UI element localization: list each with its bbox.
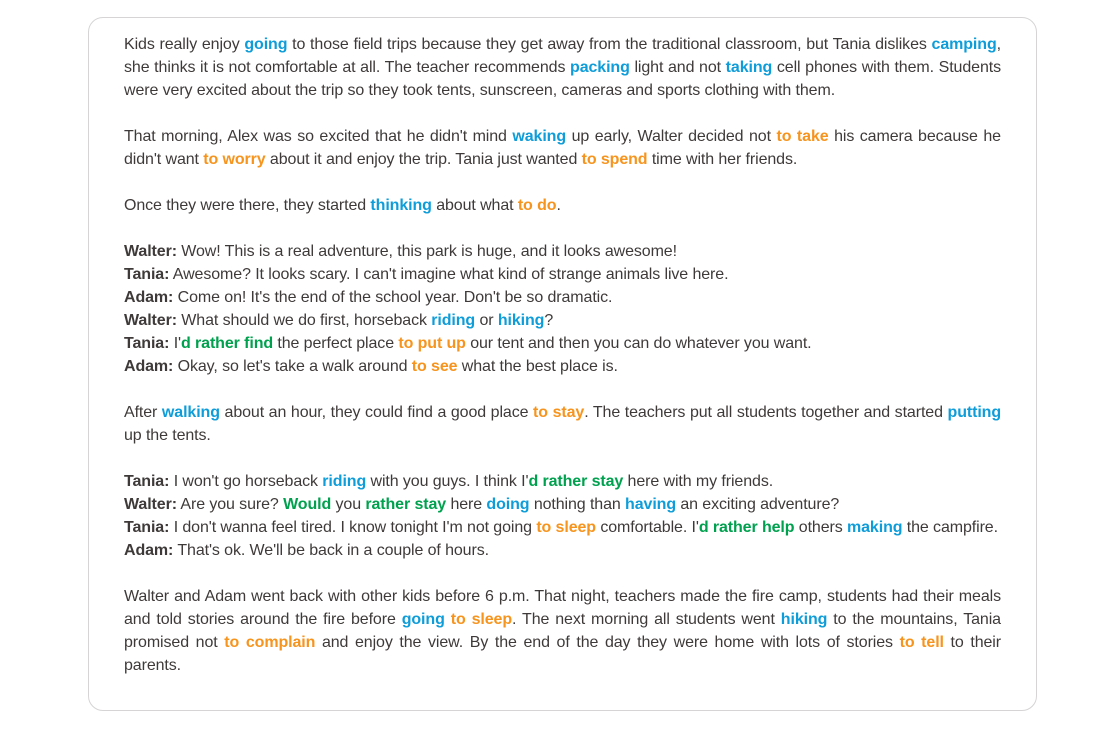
text-run: up the tents. — [124, 427, 211, 444]
highlight-orange: to tell — [899, 634, 944, 651]
text-run: about an hour, they could find a good place — [219, 404, 534, 421]
text-run: an exciting adventure? — [676, 496, 840, 513]
speaker-label: Adam: — [124, 289, 174, 306]
highlight-blue: going — [244, 36, 288, 53]
highlight-green: d rather stay — [528, 473, 624, 490]
text-run: After — [124, 404, 162, 421]
dialogue-paragraph — [124, 470, 1001, 562]
text-line — [124, 470, 1001, 493]
text-run: up early, Walter decided not — [566, 128, 777, 145]
speaker-label: Tania: — [124, 335, 170, 352]
speaker-label: Adam: — [124, 358, 174, 375]
text-line — [124, 332, 1001, 355]
prose-paragraph — [124, 33, 1001, 102]
text-run: Kids really enjoy — [124, 36, 245, 53]
text-run: Once they were there, they started — [124, 197, 371, 214]
text-run: what the best place is. — [457, 358, 618, 375]
highlight-blue: thinking — [370, 197, 432, 214]
text-line — [124, 194, 1001, 217]
reading-passage — [124, 33, 1001, 677]
highlight-blue: putting — [947, 404, 1002, 421]
text-run: to those field trips because they get away from the traditional classroom, but Tania dislikes — [287, 36, 932, 53]
text-run: I' — [169, 335, 181, 352]
text-run: here with my friends. — [623, 473, 774, 490]
highlight-blue: going — [401, 611, 445, 628]
text-run: What should we do first, horseback — [176, 312, 432, 329]
highlight-blue: camping — [931, 36, 997, 53]
highlight-blue: taking — [725, 59, 773, 76]
text-run: Wow! This is a real adventure, this park is huge, and it looks awesome! — [176, 243, 677, 260]
prose-paragraph — [124, 585, 1001, 677]
prose-paragraph — [124, 194, 1001, 217]
highlight-orange: to spend — [581, 151, 648, 168]
text-run: his camera because he didn't want — [124, 128, 1001, 168]
text-line — [124, 401, 1001, 447]
highlight-blue: riding — [322, 473, 367, 490]
highlight-blue: waking — [512, 128, 567, 145]
text-run: cell phones with them. Students were very excited about the trip so they took tents, sunscreen, cameras and sports clothing with them. — [124, 59, 1001, 99]
highlight-orange: to see — [411, 358, 458, 375]
text-line — [124, 516, 1001, 539]
highlight-orange: to take — [776, 128, 829, 145]
highlight-blue: making — [847, 519, 903, 536]
reading-card — [88, 17, 1037, 711]
text-line — [124, 125, 1001, 171]
highlight-blue: packing — [570, 59, 630, 76]
text-line — [124, 493, 1001, 516]
text-run: light and not — [629, 59, 726, 76]
text-run: Walter and Adam went back with other kids before 6 p.m. That night, teachers made the fire camp, students had their meals and told stories around the fire before — [124, 588, 1001, 628]
highlight-blue: having — [625, 496, 677, 513]
text-line — [124, 539, 1001, 562]
text-run: I won't go horseback — [169, 473, 323, 490]
highlight-blue: hiking — [780, 611, 828, 628]
highlight-orange: to sleep — [536, 519, 596, 536]
speaker-label: Walter: — [124, 312, 177, 329]
highlight-green: d rather find — [181, 335, 274, 352]
highlight-blue: doing — [486, 496, 530, 513]
highlight-orange: to stay — [533, 404, 585, 421]
text-run: to their parents. — [124, 634, 1001, 674]
highlight-blue: walking — [161, 404, 220, 421]
text-run: , she thinks it is not comfortable at all. The teacher recommends — [124, 36, 1001, 76]
prose-paragraph — [124, 125, 1001, 171]
text-run: to the mountains, Tania promised not — [124, 611, 1001, 651]
text-run: . The teachers put all students together and started — [584, 404, 948, 421]
speaker-label: Walter: — [124, 496, 177, 513]
text-line — [124, 263, 1001, 286]
text-run: Awesome? It looks scary. I can't imagine what kind of strange animals live here. — [169, 266, 729, 283]
dialogue-paragraph — [124, 240, 1001, 378]
text-line — [124, 240, 1001, 263]
text-line — [124, 309, 1001, 332]
text-line — [124, 585, 1001, 677]
text-run: Are you sure? — [176, 496, 284, 513]
speaker-label: Walter: — [124, 243, 177, 260]
text-run: That morning, Alex was so excited that he didn't mind — [124, 128, 513, 145]
prose-paragraph — [124, 401, 1001, 447]
text-run: . — [556, 197, 561, 214]
text-run: you — [331, 496, 366, 513]
text-line — [124, 286, 1001, 309]
text-run: . The next morning all students went — [512, 611, 781, 628]
highlight-green: d rather help — [698, 519, 795, 536]
speaker-label: Tania: — [124, 519, 170, 536]
text-run: I don't wanna feel tired. I know tonight I'm not going — [169, 519, 537, 536]
text-run: or — [475, 312, 498, 329]
text-run: here — [446, 496, 487, 513]
text-run: the campfire. — [902, 519, 998, 536]
highlight-orange: to worry — [203, 151, 266, 168]
text-run: Okay, so let's take a walk around — [173, 358, 412, 375]
highlight-green: Would — [283, 496, 332, 513]
text-run: time with her friends. — [647, 151, 798, 168]
speaker-label: Tania: — [124, 473, 170, 490]
highlight-orange: to sleep — [450, 611, 512, 628]
text-run: about what — [431, 197, 518, 214]
text-run: nothing than — [529, 496, 626, 513]
text-run: our tent and then you can do whatever you want. — [465, 335, 812, 352]
highlight-blue: hiking — [497, 312, 545, 329]
text-line — [124, 33, 1001, 102]
highlight-orange: to do — [517, 197, 557, 214]
speaker-label: Tania: — [124, 266, 170, 283]
text-run: about it and enjoy the trip. Tania just wanted — [265, 151, 582, 168]
highlight-orange: to put up — [398, 335, 466, 352]
text-line — [124, 355, 1001, 378]
text-run: the perfect place — [273, 335, 399, 352]
highlight-blue: riding — [431, 312, 476, 329]
speaker-label: Adam: — [124, 542, 174, 559]
text-run: others — [794, 519, 847, 536]
text-run: That's ok. We'll be back in a couple of hours. — [173, 542, 489, 559]
text-run: with you guys. I think I' — [366, 473, 529, 490]
highlight-orange: to complain — [224, 634, 316, 651]
text-run: and enjoy the view. By the end of the day they were home with lots of stories — [315, 634, 900, 651]
highlight-green: rather stay — [365, 496, 447, 513]
text-run: Come on! It's the end of the school year. Don't be so dramatic. — [173, 289, 613, 306]
text-run: comfortable. I' — [595, 519, 699, 536]
text-run: ? — [544, 312, 554, 329]
